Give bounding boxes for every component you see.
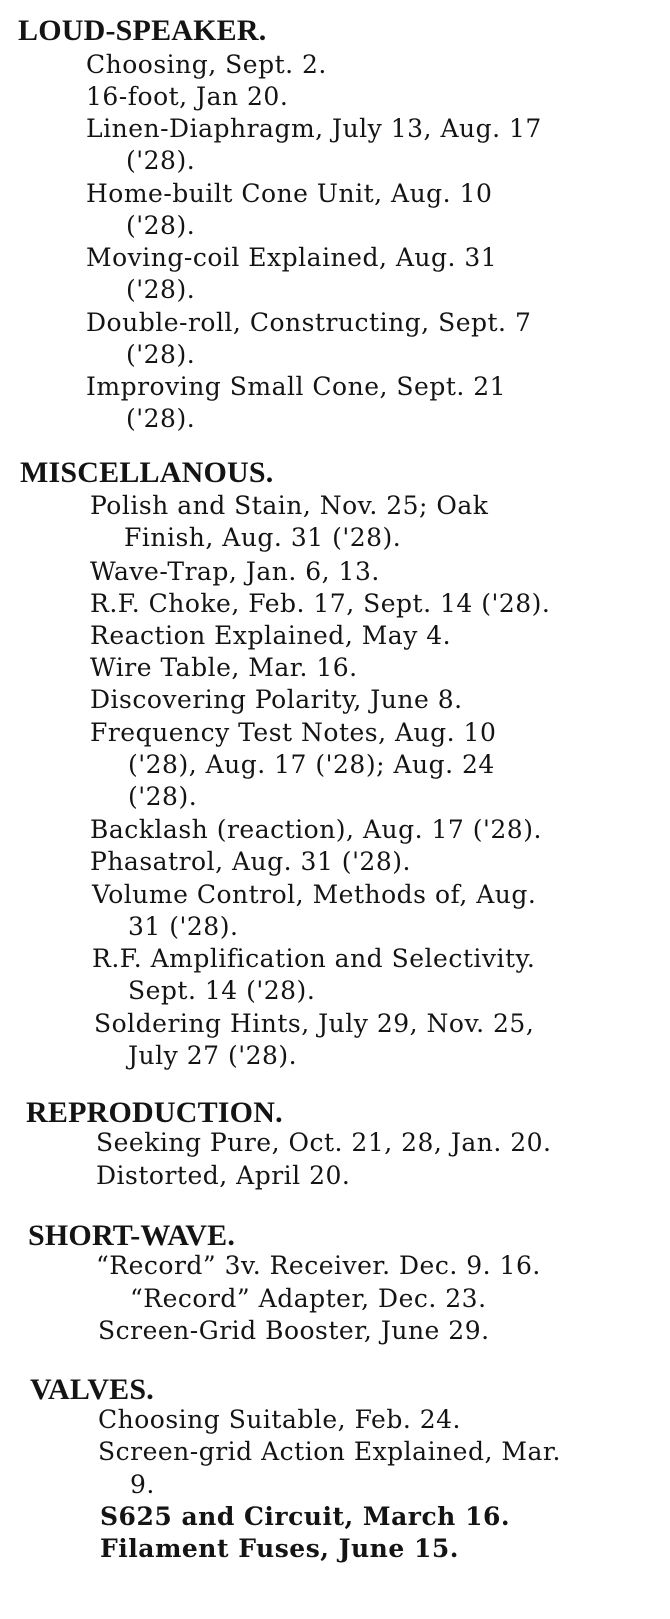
index-entry: S625 and Circuit, March 16.	[100, 1502, 511, 1531]
index-entry: Polish and Stain, Nov. 25; Oak	[90, 491, 489, 520]
index-entry: Discovering Polarity, June 8.	[90, 685, 463, 714]
index-entry: Soldering Hints, July 29, Nov. 25,	[94, 1009, 535, 1038]
index-entry: Choosing Suitable, Feb. 24.	[98, 1405, 461, 1434]
index-entry: Choosing, Sept. 2.	[86, 50, 327, 79]
index-entry: Backlash (reaction), Aug. 17 ('28).	[90, 815, 542, 844]
index-entry-continuation: ('28).	[126, 275, 196, 304]
index-entry-continuation: ('28).	[126, 211, 196, 240]
section-heading-miscellanous: MISCELLANOUS.	[20, 456, 274, 489]
index-entry: Phasatrol, Aug. 31 ('28).	[90, 847, 411, 876]
index-entry: Seeking Pure, Oct. 21, 28, Jan. 20.	[96, 1128, 552, 1157]
index-entry: Wave-Trap, Jan. 6, 13.	[90, 557, 380, 586]
index-entry: Wire Table, Mar. 16.	[90, 653, 358, 682]
index-entry-continuation: 9.	[130, 1470, 155, 1499]
index-entry: R.F. Choke, Feb. 17, Sept. 14 ('28).	[90, 589, 551, 618]
index-entry: Distorted, April 20.	[96, 1161, 351, 1190]
index-entry: Home-built Cone Unit, Aug. 10	[86, 179, 493, 208]
index-entry: Moving-coil Explained, Aug. 31	[86, 243, 498, 272]
index-entry: Reaction Explained, May 4.	[90, 621, 452, 650]
index-entry: Improving Small Cone, Sept. 21	[86, 372, 507, 401]
index-entry: Double-roll, Constructing, Sept. 7	[86, 308, 532, 337]
index-entry-continuation: Finish, Aug. 31 ('28).	[124, 523, 402, 552]
index-entry: Volume Control, Methods of, Aug.	[92, 880, 537, 909]
index-entry-continuation: Sept. 14 ('28).	[128, 976, 316, 1005]
index-entry: 16-foot, Jan 20.	[86, 82, 289, 111]
index-entry-continuation: July 27 ('28).	[128, 1041, 298, 1070]
index-entry: R.F. Amplification and Selectivity.	[92, 944, 536, 973]
index-entry: Frequency Test Notes, Aug. 10	[90, 718, 497, 747]
section-heading-short-wave: SHORT-WAVE.	[28, 1219, 236, 1252]
index-entry-continuation: 31 ('28).	[128, 912, 239, 941]
index-entry: “Record” 3v. Receiver. Dec. 9. 16.	[96, 1251, 541, 1280]
section-heading-loud-speaker: LOUD-SPEAKER.	[18, 14, 267, 47]
section-heading-valves: VALVES.	[30, 1373, 154, 1406]
index-entry: Filament Fuses, June 15.	[100, 1534, 459, 1563]
index-entry-continuation: ('28), Aug. 17 ('28); Aug. 24	[128, 750, 495, 779]
index-entry: Linen-Diaphragm, July 13, Aug. 17	[86, 114, 542, 143]
section-heading-reproduction: REPRODUCTION.	[26, 1096, 283, 1129]
index-entry-continuation: “Record” Adapter, Dec. 23.	[130, 1284, 487, 1313]
index-entry-continuation: ('28).	[126, 340, 196, 369]
index-entry: Screen-Grid Booster, June 29.	[98, 1316, 490, 1345]
index-entry-continuation: ('28).	[128, 782, 198, 811]
index-entry: Screen-grid Action Explained, Mar.	[98, 1437, 562, 1466]
index-entry-continuation: ('28).	[126, 404, 196, 433]
index-entry-continuation: ('28).	[126, 146, 196, 175]
